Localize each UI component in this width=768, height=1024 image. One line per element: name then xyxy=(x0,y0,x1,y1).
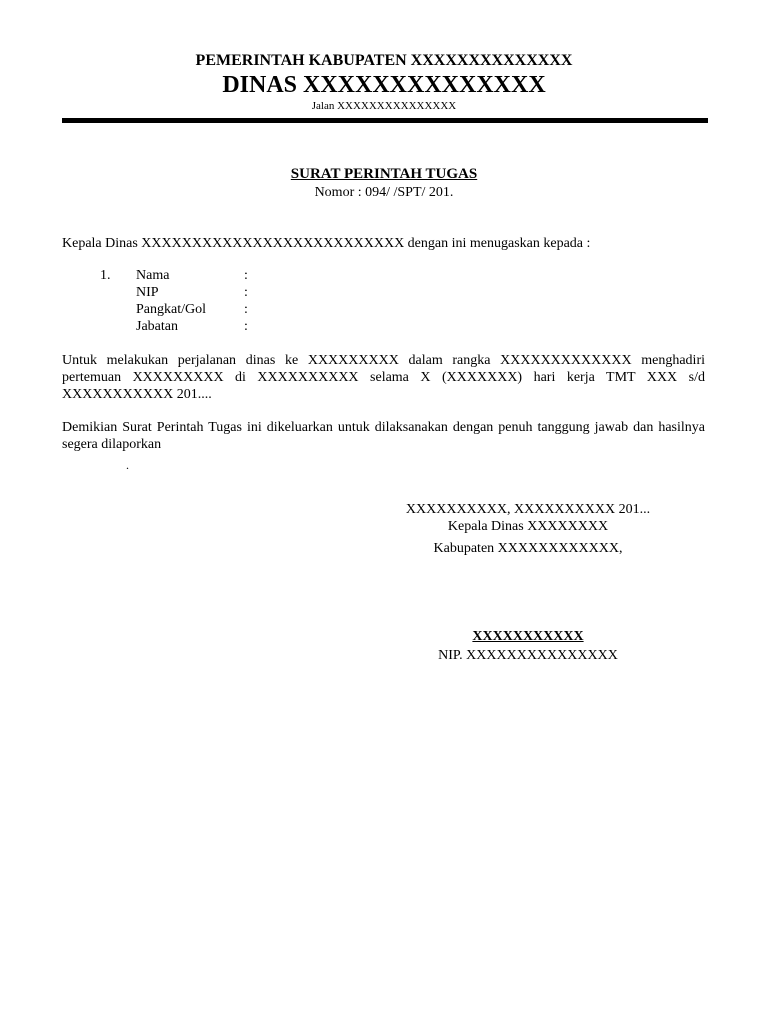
signature-place-date: XXXXXXXXXX, XXXXXXXXXX 201... xyxy=(405,502,651,517)
signatory-nip: NIP. XXXXXXXXXXXXXXX xyxy=(438,648,618,663)
letterhead-divider xyxy=(62,118,708,123)
intro-paragraph: Kepala Dinas XXXXXXXXXXXXXXXXXXXXXXXXXX dengan ini menugaskan kepada : xyxy=(62,236,591,251)
field-label: NIP xyxy=(136,285,159,300)
signature-region: Kabupaten XXXXXXXXXXXX, xyxy=(433,541,623,556)
field-row-nip xyxy=(136,285,248,302)
agency-name: DINAS XXXXXXXXXXXXXX xyxy=(222,72,546,98)
signature-position: Kepala Dinas XXXXXXXX xyxy=(447,519,609,534)
field-label: Nama xyxy=(136,268,170,283)
field-separator: : xyxy=(244,285,248,300)
agency-address: Jalan XXXXXXXXXXXXXXX xyxy=(311,100,457,112)
signatory-name: XXXXXXXXXXX xyxy=(472,629,584,644)
letter-number: Nomor : 094/ /SPT/ 201. xyxy=(314,185,454,200)
field-row-jabatan xyxy=(136,319,248,336)
field-label: Pangkat/Gol xyxy=(136,302,206,317)
trailing-mark: . xyxy=(126,458,129,472)
letter-title: SURAT PERINTAH TUGAS xyxy=(290,166,478,182)
field-row-pangkat xyxy=(136,302,248,319)
field-row-nama xyxy=(136,268,248,285)
field-separator: : xyxy=(244,268,248,283)
field-label: Jabatan xyxy=(136,319,178,334)
field-separator: : xyxy=(244,302,248,317)
list-number: 1. xyxy=(100,268,111,283)
closing-paragraph: Demikian Surat Perintah Tugas ini dikeluarkan untuk dilaksanakan dengan penuh tanggung jawab dan hasilnya segera dilaporkan xyxy=(62,420,705,452)
government-name: PEMERINTAH KABUPATEN XXXXXXXXXXXXXX xyxy=(195,52,573,69)
field-separator: : xyxy=(244,319,248,334)
purpose-paragraph: Untuk melakukan perjalanan dinas ke XXXXXXXXX dalam rangka XXXXXXXXXXXXX menghadiri pertemuan XXXXXXXXX di XXXXXXXXXX selama X (XXXXXXX) hari kerja TMT XXX s/d XXXXXXXXXXX 201.... xyxy=(62,353,705,402)
